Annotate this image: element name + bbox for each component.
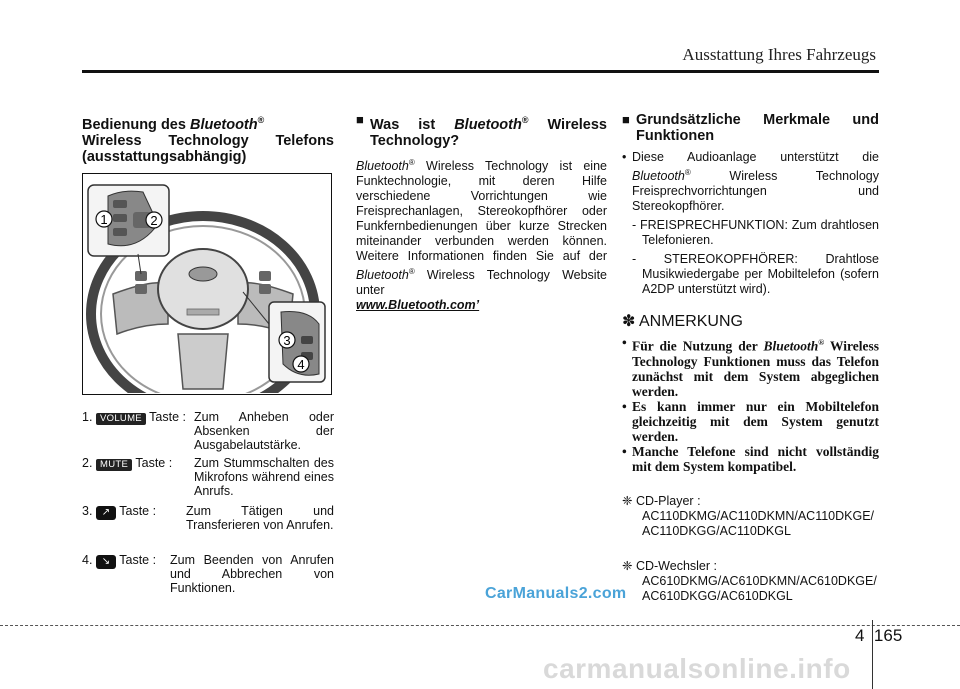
key-item-mute: 2. MUTE Taste : Zum Stummschalten des Mikrofons während eines Anrufs. [82,456,334,498]
mute-badge: MUTE [96,459,132,471]
section-header-title: Ausstattung Ihres Fahrzeugs [682,45,876,64]
watermark-carmanuals2: CarManuals2.com [485,585,627,602]
callout-3: 3 [283,333,291,348]
cd-changer-label: ❈ CD-Wechsler : [622,558,717,573]
note-item-1: • Für die Nutzung der Bluetooth® Wireless Technology Funktionen muss das Telefon zunächst mit dem System abgeglichen werden. [622,335,879,399]
bluetooth-website-link[interactable]: www.Bluetooth.com’ [356,298,480,313]
feature-bullet: • Diese Audioanlage unterstützt die Bluetooth® Wireless Technology Freisprechvorrichtungen und Stereokopfhörer. [622,150,879,214]
volume-badge: VOLUME [96,413,146,425]
page-number: 4 165 [855,626,903,645]
footer-rule [0,625,960,626]
key-item-call: 3. ↗ Taste : Zum Tätigen und Transferieren von Anrufen. [82,504,334,532]
heading-bluetooth-operation: Bedienung des Bluetooth® Wireless Technology Telefons (ausstattungsabhängig) [82,115,334,165]
steering-wheel-figure [82,173,332,395]
cd-player-models: AC110DKMG/AC110DKMN/AC110DKGE/AC110DKGG/AC110DKGL [642,508,875,538]
callout-1: 1 [100,212,108,227]
call-answer-icon: ↗ [96,506,116,520]
note-title: ✽ ANMERKUNG [622,313,743,331]
column-left [82,112,334,165]
feature-stereo: - STEREOKOPFHÖRER: Drahtlose Musikwiedergabe per Mobiltelefon (sofern A2DP unterstützt wird). [632,252,879,297]
key-item-hangup: 4. ↘ Taste : Zum Beenden von Anrufen und Abbrechen von Funktionen. [82,553,334,595]
column-right [622,112,879,604]
note-item-2: • Es kann immer nur ein Mobiltelefon gleichzeitig mit dem System genutzt werden. [622,398,879,444]
heading-what-is-bluetooth: ■ Was ist Bluetooth® Wireless Technology? [356,112,607,149]
cd-changer-models: AC610DKMG/AC610DKMN/AC610DKGE/AC610DKGG/AC610DKGL [642,573,877,603]
bluetooth-description: Bluetooth® Wireless Technology ist eine Funktechnologie, mit deren Hilfe verschiedene Vorrichtungen wie Freisprechanlagen, Stereokopfhörer oder Funkfernbedienungen über kurze Strecken miteinander verbunden werden können. Weitere Informationen finden Sie auf der Bluetooth® Wireless Technology Website unter www.Bluetooth.com’ [356,157,607,313]
column-middle [356,112,607,313]
note-item-3: • Manche Telefone sind nicht vollständig mit dem System kompatibel. [622,443,879,474]
cd-player-label: ❈ CD-Player : [622,493,701,508]
page-separator [872,620,873,689]
callout-2: 2 [150,213,158,228]
call-end-icon: ↘ [96,555,116,569]
header-rule [82,70,879,73]
steering-wheel-illustration [83,174,330,393]
footer-brand: carmanualsonline.info [543,653,851,684]
heading-features: ■ Grundsätzliche Merkmale und Funktionen [622,112,879,144]
feature-handsfree: - FREISPRECHFUNKTION: Zum drahtlosen Telefonieren. [632,218,879,248]
key-item-volume: 1. VOLUME Taste : Zum Anheben oder Absenken der Ausgabelautstärke. [82,410,334,452]
callout-4: 4 [297,357,305,372]
